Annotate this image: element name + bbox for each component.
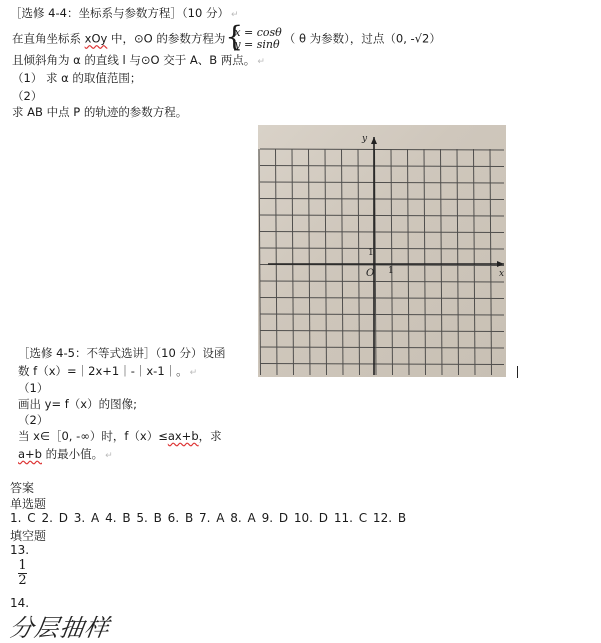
q44-part1: （1） 求 α 的取值范围；: [12, 71, 142, 85]
grid-vertical-line: [309, 149, 311, 375]
y-axis-label: y: [362, 134, 368, 144]
choice-answers-row: 1. C 2. D 3. A 4. B 5. B 6. B 7. A 8. A 9. D 10. D 11. C 12. B: [10, 511, 407, 525]
grid-vertical-line: [325, 149, 327, 375]
x-unit-label: 1: [388, 266, 394, 276]
q45-part1-text: 画出 y= f（x）的图像;: [18, 397, 137, 411]
grid-horizontal-line: [260, 331, 504, 332]
y-unit-label: 1: [368, 248, 374, 258]
grid-horizontal-line: [260, 166, 504, 167]
grid-lines: [259, 149, 504, 375]
grid-horizontal-line: [260, 232, 504, 233]
x-axis-label: x: [499, 269, 505, 279]
grid-vertical-line: [342, 149, 344, 375]
grid-horizontal-line: [260, 347, 504, 348]
graph-paper-image: [258, 125, 506, 377]
grid-horizontal-line: [260, 364, 504, 365]
grid-vertical-line: [292, 149, 294, 375]
q44-part2-text: 求 AB 中点 P 的轨迹的参数方程。: [12, 105, 188, 119]
x-axis-arrow: [497, 261, 504, 267]
grid-horizontal-line: [260, 215, 504, 216]
grid-horizontal-line: [260, 248, 504, 249]
q13-handwritten-answer: 1 2: [18, 558, 27, 588]
q44-line2: 且倾斜角为 α 的直线 l 与⊙O 交于 A、B 两点。 ↵: [12, 53, 265, 67]
q44-intro: 在直角坐标系 xOy 中，⊙O 的参数方程为 { x = cosθ y = sinθ （ θ 为参数），过点（0, -√2）: [12, 20, 441, 53]
grid-vertical-line: [276, 149, 278, 375]
coord-system: xOy: [84, 31, 108, 46]
grid-horizontal-line: [260, 149, 504, 150]
grid-horizontal-line: [260, 314, 504, 315]
y-axis-arrow: [371, 137, 377, 144]
grid-horizontal-line: [260, 182, 504, 183]
q45-part1-num: （1）: [18, 381, 49, 395]
q45-part2-num: （2）: [18, 413, 49, 427]
q45-line2: 数 f（x）=｜2x+1｜-｜x-1｜。 ↵: [18, 364, 198, 378]
grid-horizontal-line: [260, 199, 504, 200]
single-choice-heading: 单选题: [10, 497, 47, 511]
q45-part2-line1: 当 x∈［0, -∞）时，f（x）≤ax+b，求: [18, 429, 222, 443]
coordinate-grid: [258, 125, 506, 377]
q45-part2-line2: a+b 的最小值。 ↵: [18, 447, 113, 461]
q44-header: ［选修 4-4：坐标系与参数方程］（10 分） ↵: [10, 6, 239, 20]
origin-label: O: [366, 268, 375, 279]
q44-part2-num: （2）: [12, 89, 43, 103]
grid-horizontal-line: [260, 281, 504, 282]
text-cursor: [517, 366, 518, 378]
param-equation: { x = cosθ y = sinθ: [225, 20, 282, 53]
q45-line1: ［选修 4-5：不等式选讲］（10 分）设函: [18, 346, 226, 360]
fill-blank-heading: 填空题: [10, 529, 47, 543]
q14-handwritten-answer: 分层抽样: [7, 614, 112, 642]
grid-horizontal-line: [260, 298, 504, 299]
q14-label: 14.: [10, 596, 30, 610]
answers-title: 答案: [10, 481, 35, 495]
grid-vertical-line: [259, 149, 261, 375]
q13-label: 13.: [10, 543, 30, 557]
